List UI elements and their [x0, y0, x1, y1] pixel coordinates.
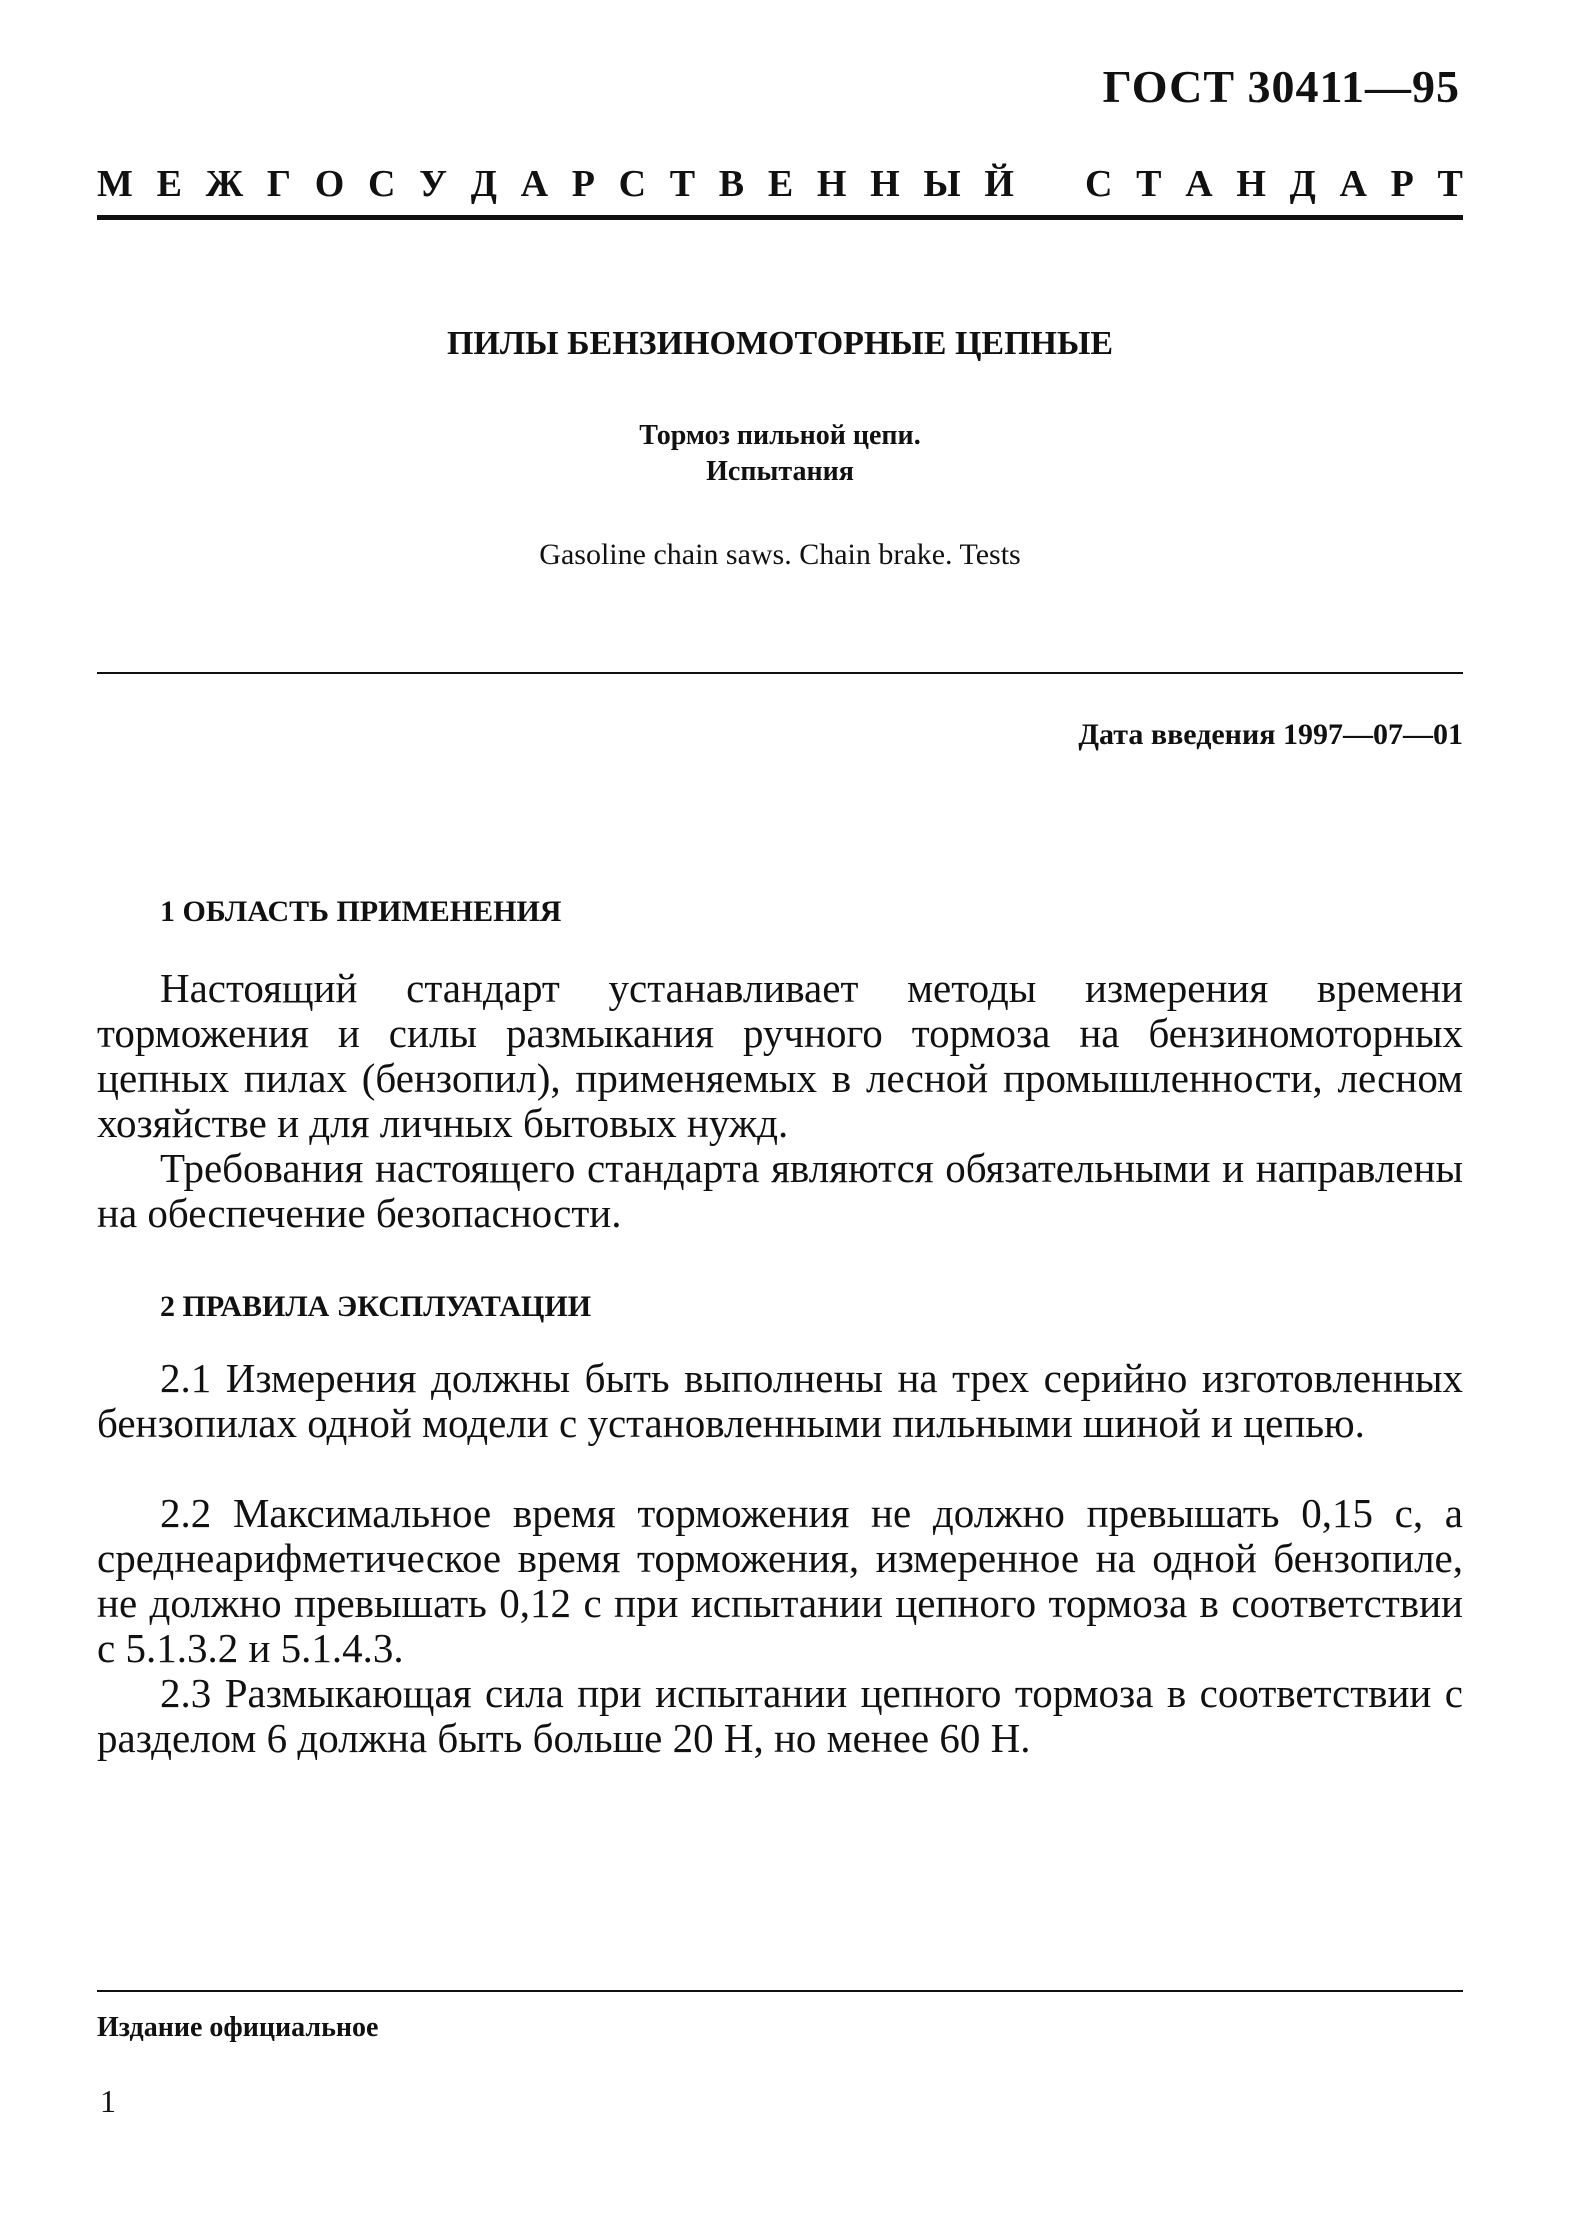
document-number: ГОСТ 30411—95	[1102, 61, 1460, 112]
band-letter: А	[520, 163, 549, 205]
band-letter: Р	[1390, 163, 1414, 205]
band-letter: О	[314, 163, 345, 205]
band-letter: Н	[870, 163, 900, 205]
section-2-clause-3: 2.3 Размыкающая сила при испытании цепного тормоза в соответствии с разделом 6 должна быть больше 20 Н, но менее 60 Н.	[97, 1670, 1463, 1761]
band-letter: Т	[669, 163, 696, 205]
band-letter: У	[419, 163, 448, 205]
section-1-heading: 1 ОБЛАСТЬ ПРИМЕНЕНИЯ	[160, 895, 562, 928]
band-letter: Т	[1437, 163, 1463, 205]
band-letter: А	[1185, 163, 1213, 205]
band-letter: Е	[767, 163, 794, 205]
band-letter: М	[97, 163, 133, 205]
band-letter: Е	[156, 163, 182, 205]
subtitle-line: Тормоз пильной цепи.	[639, 420, 921, 451]
band-letter: Д	[470, 163, 497, 205]
band-letter: С	[618, 163, 647, 205]
band-letter: Р	[571, 163, 595, 205]
band-letter: Ж	[205, 163, 244, 205]
band-letter: Т	[1136, 163, 1162, 205]
subtitle-line: Испытания	[706, 456, 854, 487]
section-2-heading: 2 ПРАВИЛА ЭКСПЛУАТАЦИИ	[160, 1290, 592, 1323]
band-letter: С	[368, 163, 396, 205]
title-divider	[97, 672, 1463, 674]
document-title: ПИЛЫ БЕНЗИНОМОТОРНЫЕ ЦЕПНЫЕ	[446, 325, 1114, 362]
page-number: 1	[100, 2083, 116, 2119]
band-letter: А	[1339, 163, 1367, 205]
section-1-paragraph-1: Настоящий стандарт устанавливает методы измерения времени торможения и силы размыкания ручного тормоза на бензиномоторных цепных пилах (бензопил), применяемых в лесной промышленности, лесном хозяйстве и для личных бытовых нужд.	[97, 965, 1463, 1146]
band-letter: Н	[1236, 163, 1266, 205]
band-letter: Д	[1289, 163, 1316, 205]
band-letter: Г	[266, 163, 292, 205]
official-edition-label: Издание официальное	[97, 2012, 379, 2043]
introduction-date: Дата введения 1997—07—01	[1078, 718, 1463, 751]
section-2-clause-2: 2.2 Максимальное время торможения не должно превышать 0,15 с, а среднеарифметическое время торможения, измеренное на одной бензопиле, не должно превышать 0,12 с при испытании цепного тормоза в соответствии с 5.1.3.2 и 5.1.4.3.	[97, 1490, 1463, 1671]
document-subtitle	[97, 418, 1463, 490]
section-1-paragraph-2: Требования настоящего стандарта являются обязательными и направлены на обеспечение безопасности.	[97, 1145, 1463, 1236]
footer-divider	[97, 1990, 1463, 1992]
standard-type-band	[97, 162, 1463, 206]
english-title: Gasoline chain saws. Chain brake. Tests	[539, 538, 1021, 571]
band-letter: Н	[816, 163, 847, 205]
band-letter: Ы	[923, 163, 961, 205]
band-letter: С	[1085, 163, 1113, 205]
band-letter: В	[718, 163, 745, 205]
band-letter: Й	[984, 163, 1014, 205]
header-rule	[97, 215, 1463, 220]
section-2-clause-1: 2.1 Измерения должны быть выполнены на трех серийно изготовленных бензопилах одной модели с установленными пильными шиной и цепью.	[97, 1355, 1463, 1446]
